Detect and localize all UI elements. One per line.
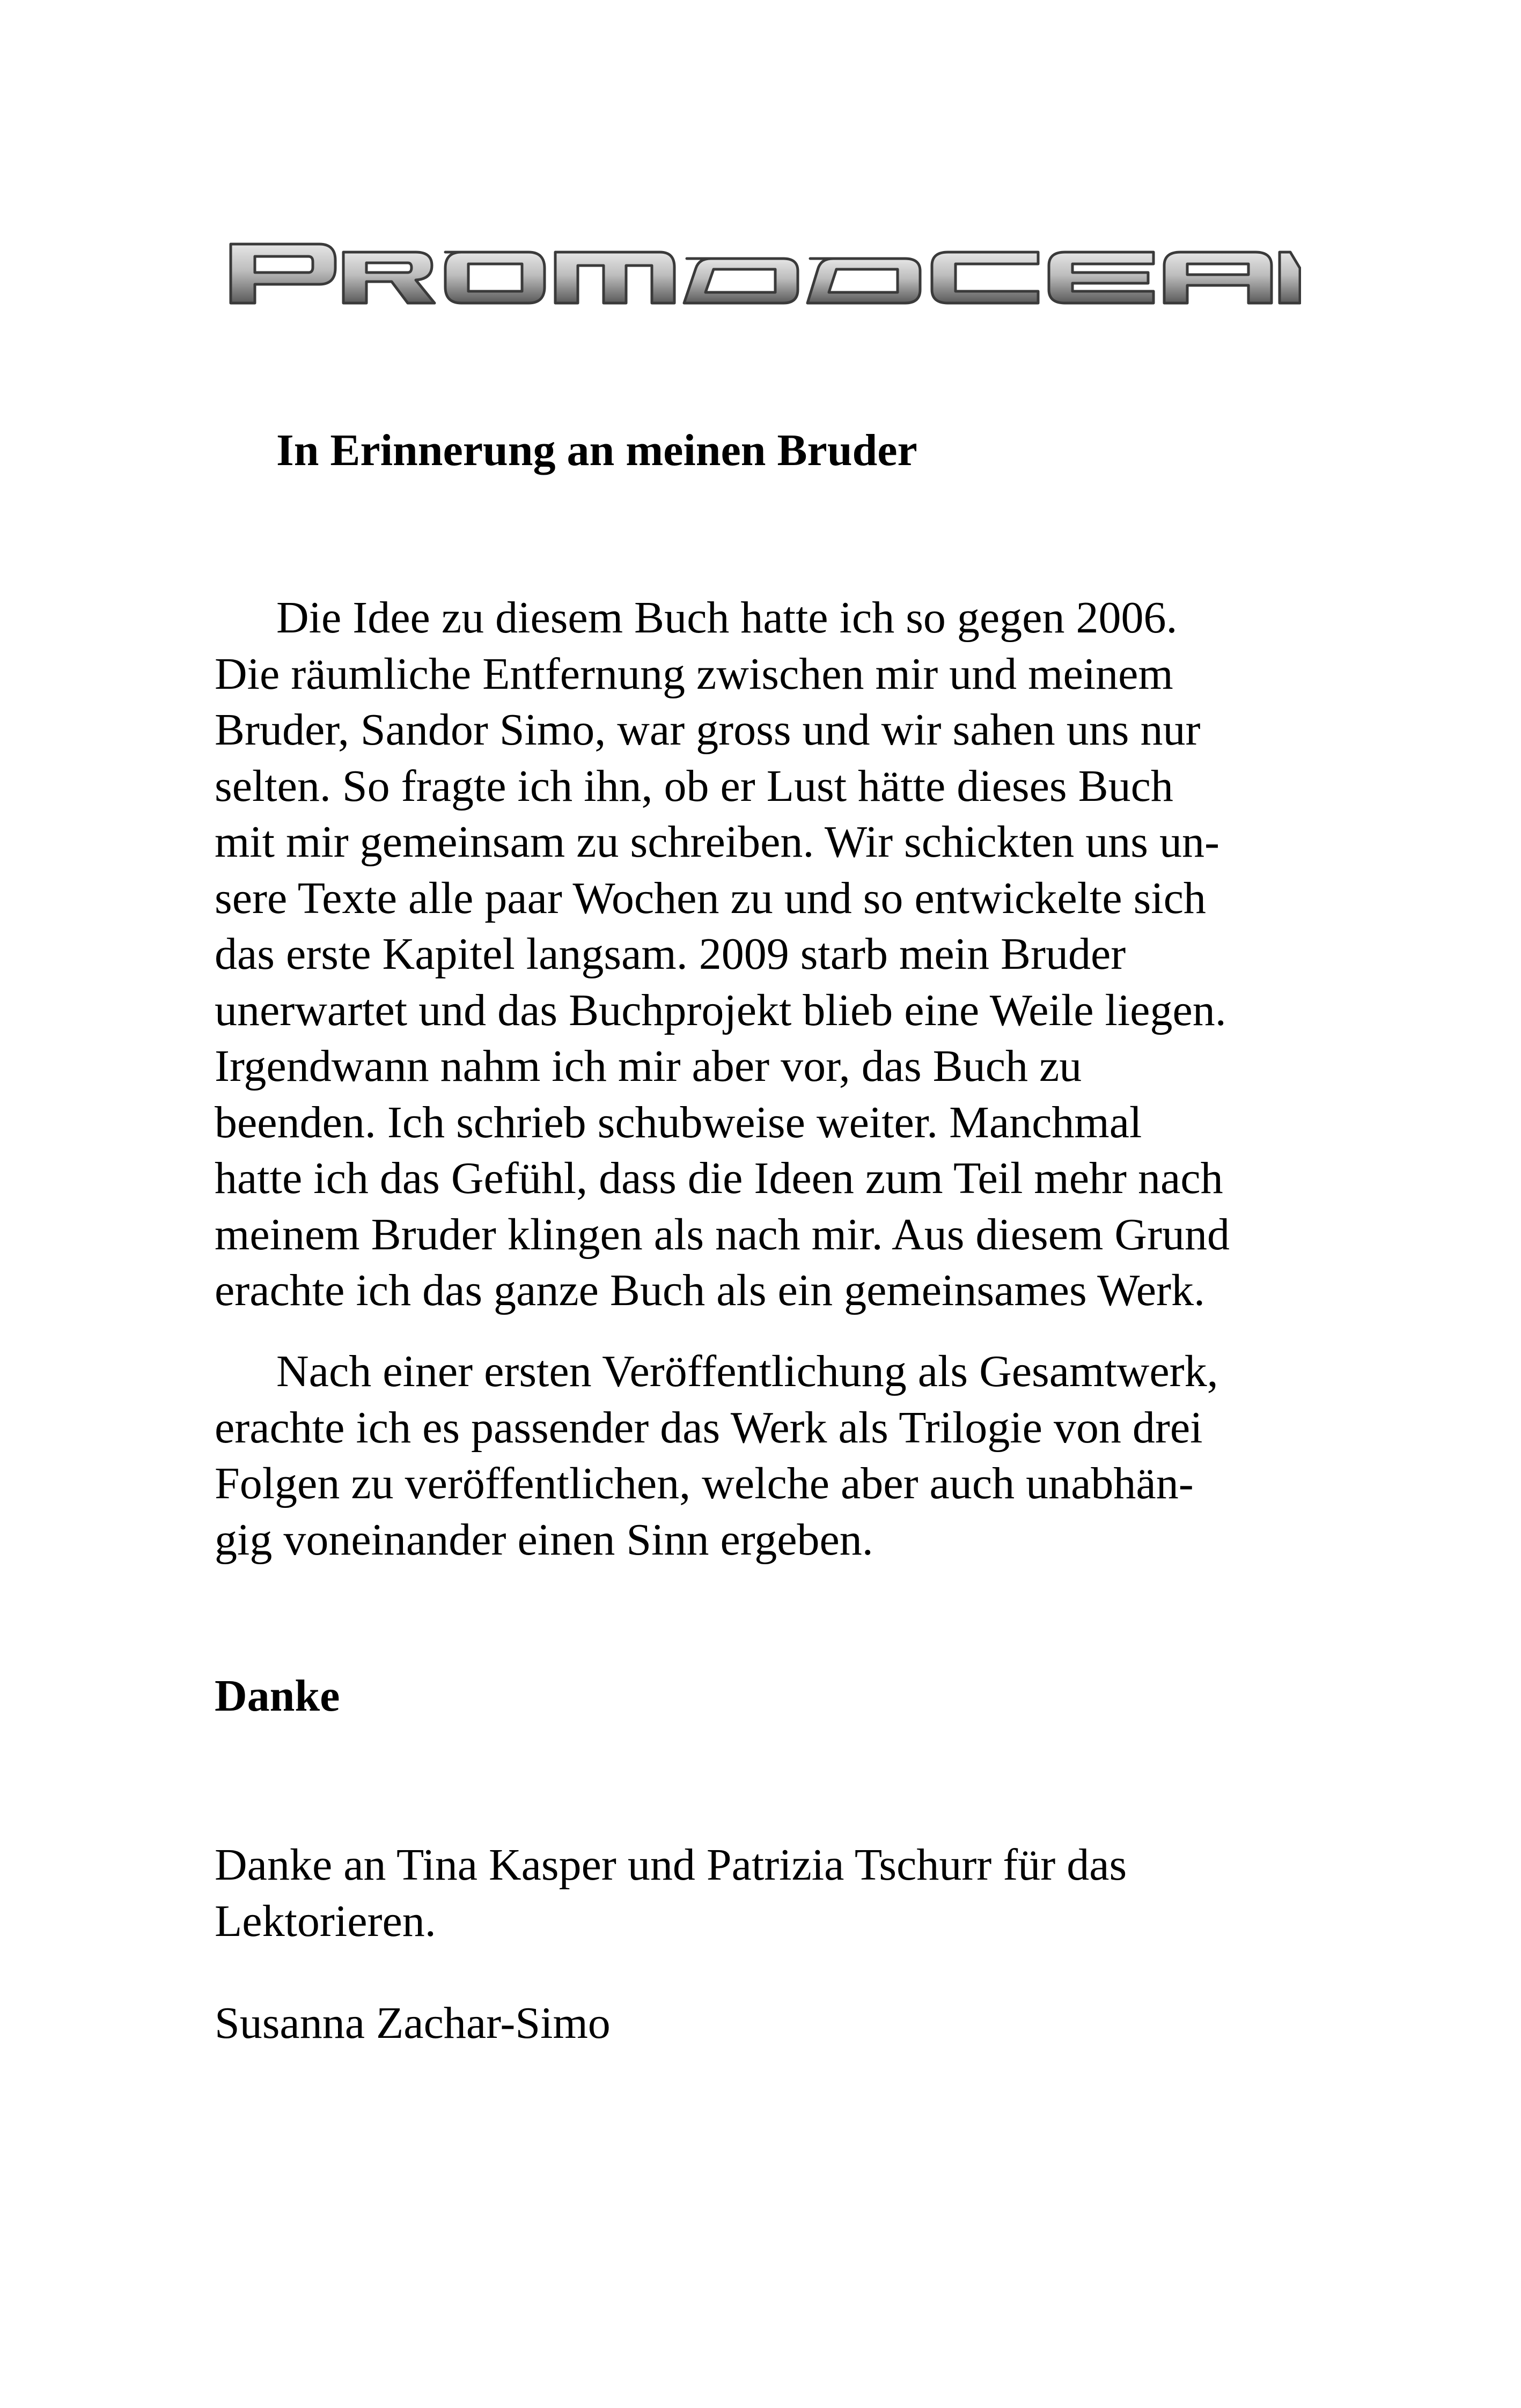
text-line: Bruder, Sandor Simo, war gross und wir sahen uns nur — [215, 705, 1201, 755]
memory-paragraph-2 — [215, 1344, 1218, 1568]
text-line: Folgen zu veröffentlichen, welche aber auch unabhän- — [215, 1459, 1194, 1508]
text-line: Irgendwann nahm ich mir aber vor, das Buch zu — [215, 1041, 1082, 1091]
text-line: meinem Bruder klingen als nach mir. Aus diesem Grund — [215, 1209, 1230, 1260]
thanks-title: Danke — [215, 1671, 340, 1721]
promoocean-logo — [228, 236, 1301, 311]
text-line: selten. So fragte ich ihn, ob er Lust hätte dieses Buch — [215, 761, 1173, 811]
text-line: das erste Kapitel langsam. 2009 starb mein Bruder — [215, 929, 1126, 979]
promoocean-logo-graphic — [228, 236, 1301, 311]
memory-title: In Erinnerung an meinen Bruder — [276, 425, 917, 475]
signature: Susanna Zachar-Simo — [215, 1998, 611, 2048]
memory-paragraph-1 — [215, 590, 1230, 1319]
text-line: Nach einer ersten Veröffentlichung als Gesamtwerk, — [276, 1346, 1218, 1396]
text-line: Danke an Tina Kasper und Patrizia Tschurr für das — [215, 1840, 1127, 1890]
thanks-paragraph — [215, 1837, 1127, 1949]
text-line: erachte ich es passender das Werk als Trilogie von drei — [215, 1402, 1203, 1453]
text-line: mit mir gemeinsam zu schreiben. Wir schickten uns un- — [215, 817, 1219, 867]
text-line: erachte ich das ganze Buch als ein gemeinsames Werk. — [215, 1265, 1205, 1315]
text-line: hatte ich das Gefühl, dass die Ideen zum Teil mehr nach — [215, 1153, 1223, 1203]
text-line: unerwartet und das Buchprojekt blieb eine Weile liegen. — [215, 985, 1226, 1035]
text-line: Lektorieren. — [215, 1896, 436, 1946]
text-line: gig voneinander einen Sinn ergeben. — [215, 1514, 873, 1565]
text-line: beenden. Ich schrieb schubweise weiter. Manchmal — [215, 1097, 1142, 1147]
text-line: Die Idee zu diesem Buch hatte ich so gegen 2006. — [276, 593, 1178, 643]
text-line: sere Texte alle paar Wochen zu und so entwickelte sich — [215, 873, 1206, 923]
text-line: Die räumliche Entfernung zwischen mir und meinem — [215, 649, 1173, 699]
